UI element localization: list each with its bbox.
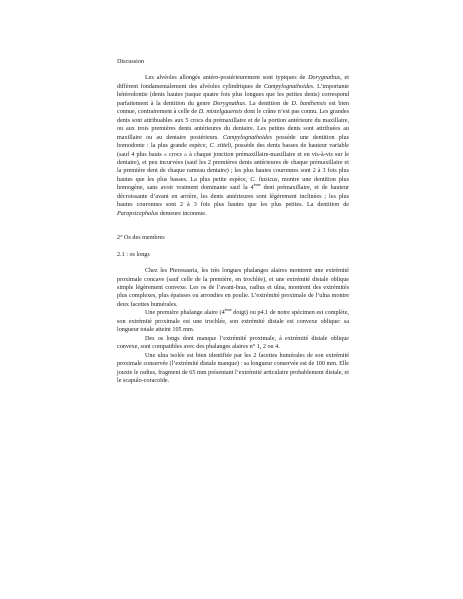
para1-run-15: C. liasicus xyxy=(250,176,278,183)
para1-run-19: Parapsicephalus xyxy=(117,210,159,217)
para1-run-8: est bien connue, contrairement à celle de xyxy=(117,100,349,116)
para2-run-0: Chez les Pterosauria, les très longues phalanges alaires montrent une extrémité proximale concave (sauf celle de la première, en trochlée), et une extrémité distale oblique simple légèrement convexe. Les os de l’avant-bras, radius et ulna, montrent des extrémités plus complexes, plus épaisses ou arrondies en poulie. L’extrémité proximale de l’ulna montre deux facettes humérales. xyxy=(117,268,349,308)
para3-run-1: ème xyxy=(224,307,232,313)
para1-run-16: , montre une dentition plus homogène, sans avoir vraiment dominante sauf la 4 xyxy=(117,176,350,192)
para1-run-10: dont le crâne n’est pas connu. Les grandes dents sont attribuables aux 5 crocs du prémaxillaire et de la portion antérieure du maxillaire, ou aux trois premières dents antérieures du dentaire. Les petites dents sont attribuées au maxillaire ou au dentaire postérieurs. xyxy=(117,109,349,141)
para4-run-0: Des os longs dont manque l’extrémité proximale, à extrémité distale oblique convexe, sont compatibles avec des phalanges alaires n° 1, 2 ou 4. xyxy=(117,335,349,351)
para1-run-9: D. mistelgauensis xyxy=(198,109,243,116)
subsection-heading-os-longs: 2.1 : os longs xyxy=(117,251,150,258)
paragraph-dentition xyxy=(117,74,349,218)
paragraph-os-longs xyxy=(117,335,349,352)
para1-run-7: D. banthensis xyxy=(291,100,327,107)
para1-run-0: Les alvéoles allongés antéro-postérieurement sont typiques de xyxy=(145,75,309,82)
para1-run-3: Campylognathoides xyxy=(263,83,314,90)
para1-run-12: possède une dentition plus homodonte : la plus grande espèce, xyxy=(117,134,350,150)
para1-run-20: demeure inconnue. xyxy=(158,210,207,217)
para1-run-18: dent prémaxillaire, et de hauteur décroissante d’avant en arrière, les dents antérieures sont légèrement inclinées ; les plus hautes couronnes sont 2 à 3 fois plus hautes que les plus petites. La dentition de xyxy=(117,185,349,209)
paragraph-premiere-phalange xyxy=(117,309,349,334)
text-body xyxy=(117,58,349,385)
para1-run-14: , possède des dents basses de hauteur variable (sauf 4 plus hauts « crocs » à chaque jonction prémaxillaire-maxillaire et en vis-à-vis sur le dentaire), et peu incurvées (sauf les 2 premières dents antérieures de chaque prémaxillaire et la première dent de chaque rameau dentaire) ; les plus hautes couronnes sont 2 à 3 fois plus hautes que les plus basses. La plus petite espèce, xyxy=(117,143,349,183)
para1-run-1: Dorygnathus xyxy=(308,75,341,82)
para3-run-0: Une première phalange alaire (4 xyxy=(145,310,225,317)
para1-run-4: . L’importante hétérodontie (dents hautes jusque quatre fois plus longues que les petites dents) correspond parfaitement à la dentition du genre xyxy=(117,83,350,107)
section-heading-os-membres: 2° Os des membres xyxy=(117,235,165,242)
paragraph-pterosauria xyxy=(117,267,349,309)
paragraph-ulna xyxy=(117,352,349,386)
para3-run-2: doigt) ou p4.1 de notre spécimen est complète, son extrémité proximale est une trochlée, son extrémité distale est convexe oblique: sa longueur totale atteint 105 mm. xyxy=(117,310,349,334)
para5-run-0: Une ulna isolée est bien identifiée par les 2 facettes humérales de son extrémité proximale conservée (l’extrémité distale manque) : sa longueur conservée est de 100 mm. Elle jouxte le radius, fragment de 65 mm présentant l’extrémité articulaire probablement distale, et le scapulo-coracoïde. xyxy=(117,352,349,384)
para1-run-6: . La dentition de xyxy=(244,100,292,107)
para1-run-11: Campylognathoides xyxy=(222,134,272,141)
para1-run-13: C. zitteli xyxy=(209,143,232,150)
para1-run-2: , et diffèrent fondamentalement des alvéoles cylindriques de xyxy=(117,75,349,90)
para1-run-5: Dorygnathus xyxy=(212,100,245,107)
para1-run-17: ème xyxy=(253,182,261,188)
section-heading-discussion: Discussion xyxy=(117,59,144,65)
